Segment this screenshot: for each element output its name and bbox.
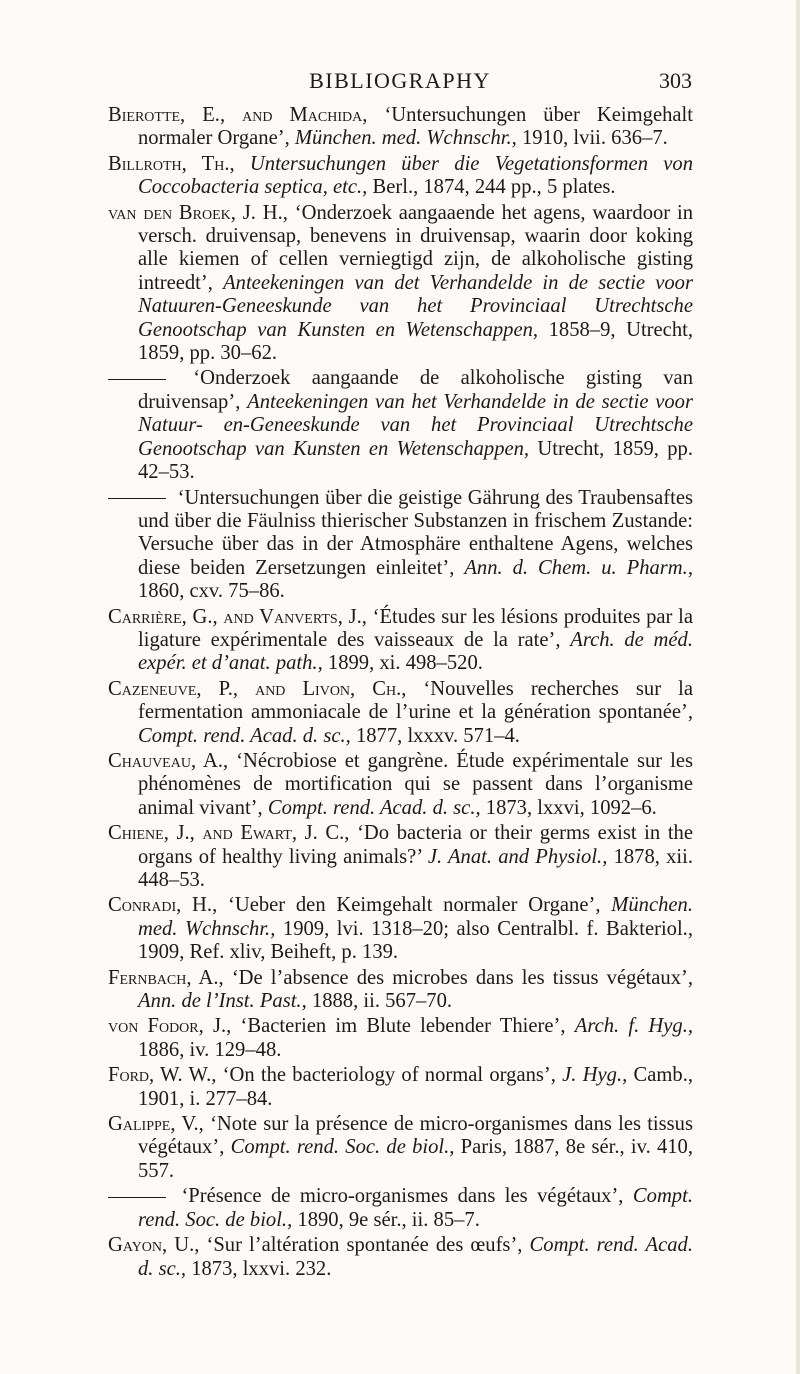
entry-author: Ford, W. W., [108, 1064, 217, 1087]
entry-source: Compt. rend. Acad. d. sc., [267, 796, 481, 819]
entry-source: Compt. rend. Soc. de biol., [138, 1185, 693, 1231]
entry-details: 1910, lvii. 636–7. [521, 127, 668, 150]
entry-title: ‘Bacterien im Blute lebender Thiere’, [240, 1015, 566, 1038]
bibliography-entry [108, 678, 693, 748]
page-title: BIBLIOGRAPHY [309, 68, 491, 93]
entry-details: 1877, lxxxv. 571–4. [355, 724, 520, 747]
entry-details: 1899, xi. 498–520. [327, 652, 483, 675]
bibliography-entry [108, 104, 693, 151]
entry-author: Carrière, G., and Vanverts, J., [108, 605, 367, 628]
bibliography-entry [108, 967, 693, 1014]
entry-source: Anteekeningen van det Verhandelde in de sectie voor Natuuren-Geneeskunde van het Provinciaal Utrechtsche Genootschap van Kunsten en Wetenschappen, [138, 271, 693, 341]
ditto-rule [108, 1197, 166, 1198]
entry-details: 1858–9, Utrecht, 1859, pp. 30–62. [138, 318, 693, 365]
entry-author: Fernbach, A., [108, 966, 224, 989]
entry-author: Bierotte, E., and Machida, [108, 104, 368, 126]
entry-source: J. Hyg., [562, 1064, 628, 1087]
entry-title: ‘Ueber den Keimgehalt normaler Organe’, [227, 894, 601, 917]
entry-author: Gayon, U., [108, 1234, 200, 1257]
ditto-rule [108, 379, 166, 380]
entry-details: Camb., 1901, i. 277–84. [138, 1064, 693, 1110]
entry-source: München. med. Wchnschr., [138, 894, 693, 940]
entry-details: Paris, 1887, 8e sér., iv. 410, 557. [138, 1136, 693, 1182]
entry-source: Ann. d. Chem. u. Pharm., [464, 556, 693, 579]
bibliography-entry [108, 1113, 693, 1183]
entry-details: 1888, ii. 567–70. [311, 990, 453, 1013]
entry-author: Billroth, Th., [108, 152, 235, 175]
bibliography-entry [108, 750, 693, 820]
entry-title: ‘Note sur la présence de micro-organismes dans les tissus végétaux’, [138, 1113, 693, 1159]
bibliography-entry [108, 822, 693, 892]
entry-details: Berl., 1874, 244 pp., 5 plates. [372, 176, 616, 199]
bibliography-entry [108, 153, 693, 200]
bibliography-entry [108, 1234, 693, 1281]
entry-source: Arch. f. Hyg., [574, 1015, 693, 1038]
entry-title: ‘Études sur les lésions produites par la ligature expérimentale des vaisseaux de la rate’, [138, 605, 693, 651]
bibliography-entry [108, 367, 693, 484]
bibliography-entry [108, 487, 693, 604]
entry-source: J. Anat. and Physiol., [427, 845, 608, 868]
entry-author: von Fodor, J., [108, 1015, 232, 1038]
entry-source: Untersuchungen über die Vegetationsformen von Coccobacteria septica, etc., [138, 152, 693, 199]
entry-source: Compt. rend. Soc. de biol., [230, 1136, 455, 1159]
entry-source: Anteekeningen van het Verhandelde in de sectie voor Natuur- en-Geneeskunde van het Provinciaal Utrechtsche Genootschap van Kunsten en Wetenschappen, [138, 390, 693, 460]
entry-details: 1886, iv. 129–48. [138, 1038, 282, 1061]
page-edge [796, 0, 800, 1374]
ditto-rule [108, 498, 166, 499]
entry-author: Chiene, J., and Ewart, J. C., [108, 822, 350, 845]
entry-details: 1909, lvi. 1318–20; also Centralbl. f. Bakteriol., 1909, Ref. xliv, Beiheft, p. 139. [138, 917, 693, 964]
entry-title: ‘De l’absence des microbes dans les tissus végétaux’, [231, 966, 694, 989]
entry-author: Chauveau, A., [108, 749, 229, 772]
entry-title: ‘Présence de micro-organismes dans les végétaux’, [181, 1185, 624, 1208]
entry-title: ‘Nouvelles recherches sur la fermentation ammoniacale de l’urine et la génération spontanée’, [138, 677, 693, 724]
entry-author: van den Broek, J. H., [108, 201, 288, 224]
entry-title: ‘Do bacteria or their germs exist in the organs of healthy living animals?’ [138, 822, 693, 868]
bibliography-entry [108, 202, 693, 366]
entry-title: ‘On the bacteriology of normal organs’, [222, 1064, 556, 1087]
entry-source: Compt. rend. Acad. d. sc., [138, 724, 351, 747]
entry-title: ‘Sur l’altération spontanée des œufs’, [206, 1234, 523, 1257]
bibliography-entry [108, 606, 693, 676]
entry-source: Compt. rend. Acad. d. sc., [138, 1234, 693, 1280]
entry-title: ‘Untersuchungen über Keimgehalt normaler Organe’, [138, 104, 693, 150]
entry-details: 1873, lxxvi. 232. [191, 1257, 332, 1280]
entry-details: Utrecht, 1859, pp. 42–53. [138, 437, 693, 484]
bibliography-list [108, 104, 693, 1283]
entry-details: 1878, xii. 448–53. [138, 845, 693, 891]
entry-source: Arch. de méd. expér. et d’anat. path., [138, 628, 693, 675]
entry-title: ‘Onderzoek aangaande de alkoholische gisting van druivensap’, [138, 367, 693, 413]
entry-author: Cazeneuve, P., and Livon, Ch., [108, 677, 407, 700]
entry-author: Galippe, V., [108, 1113, 204, 1136]
entry-details: 1873, lxxvi, 1092–6. [485, 796, 657, 819]
entry-source: München. med. Wchnschr., [294, 127, 517, 150]
bibliography-entry [108, 1015, 693, 1062]
running-head [0, 68, 800, 98]
entry-title: ‘Onderzoek aangaaende het agens, waardoor in versch. druivensap, benevens in druivensap, waarin door koking alle kiemen of cellen verniegtigd zijn, de alkoholische gisting intreedt’, [138, 201, 693, 294]
entry-author: Conradi, H., [108, 894, 218, 917]
bibliography-entry [108, 1064, 693, 1111]
entry-title: ‘Untersuchungen über die geistige Gährung des Traubensaftes und über die Fäulniss thierischer Substanzen in frischem Zustande: Versuche über das in der Atmosphäre enthaltene Agens, welches diese beiden Zersetzungen einleitet’, [138, 486, 693, 579]
entry-title: ‘Nécrobiose et gangrène. Étude expérimentale sur les phénomènes de mortification qui se passent dans l’organisme animal vivant’, [138, 749, 693, 819]
bibliography-entry [108, 1185, 693, 1232]
entry-details: 1890, 9e sér., ii. 85–7. [297, 1208, 480, 1231]
entry-details: 1860, cxv. 75–86. [138, 580, 285, 603]
bibliography-entry [108, 894, 693, 964]
page-number: 303 [659, 68, 692, 93]
entry-source: Ann. de l’Inst. Past., [138, 990, 307, 1013]
